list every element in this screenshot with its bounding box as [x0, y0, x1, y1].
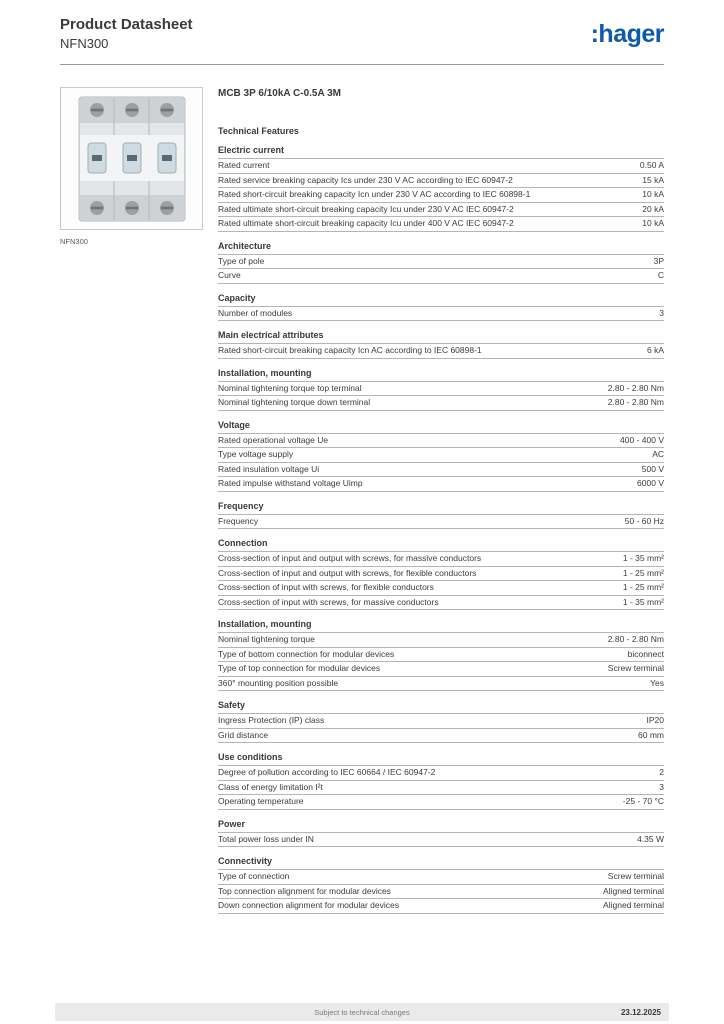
spec-row: [218, 677, 664, 692]
section-heading: Frequency: [218, 500, 264, 511]
spec-label: Cross-section of input with screws, for massive conductors: [218, 597, 439, 607]
spec-label: Rated insulation voltage Ui: [218, 464, 320, 474]
spec-label: Rated service breaking capacity Ics under 230 V AC according to IEC 60947-2: [218, 175, 513, 185]
spec-row: [218, 648, 664, 663]
spec-value: Yes: [650, 677, 664, 688]
spec-value: Screw terminal: [607, 871, 664, 881]
content-area: [0, 65, 724, 914]
spec-value: 400 - 400 V: [620, 434, 664, 445]
mcb-illustration: [73, 95, 191, 223]
spec-table: [218, 306, 664, 322]
spec-label: Rated current: [218, 161, 270, 170]
spec-row: [218, 567, 664, 582]
spec-row: [218, 203, 664, 218]
spec-value: 1 - 35 mm²: [622, 553, 664, 563]
spec-label: Rated ultimate short-circuit breaking capacity Icu under 400 V AC IEC 60947-2: [218, 219, 514, 228]
spec-label: Type of top connection for modular devices: [218, 664, 381, 673]
spec-row: [218, 159, 664, 174]
spec-row: [218, 434, 664, 449]
spec-label: Rated impulse withstand voltage Uimp: [218, 479, 363, 488]
spec-value: Aligned terminal: [603, 885, 664, 896]
spec-row: [218, 633, 664, 648]
spec-section: [218, 501, 664, 530]
spec-section: [218, 819, 664, 848]
section-heading: Voltage: [218, 419, 250, 430]
spec-label: Type of connection: [218, 872, 290, 881]
spec-label: Nominal tightening torque: [218, 635, 315, 644]
spec-row: [218, 795, 664, 810]
spec-row: [218, 729, 664, 744]
spec-table: [218, 158, 664, 232]
spec-table: [218, 632, 664, 691]
spec-column: [218, 87, 664, 914]
spec-row: [218, 515, 664, 530]
spec-label: Type of bottom connection for modular devices: [218, 649, 395, 659]
spec-label: Frequency: [218, 516, 259, 526]
spec-table: [218, 765, 664, 810]
spec-label: Degree of pollution according to IEC 60664 / IEC 60947-2: [218, 768, 436, 777]
spec-table: [218, 433, 664, 492]
spec-value: 20 kA: [642, 203, 664, 214]
spec-label: Rated operational voltage Ue: [218, 435, 329, 445]
spec-value: Screw terminal: [607, 663, 664, 673]
footer-note: Subject to technical changes: [314, 1007, 410, 1017]
spec-value: 2.80 - 2.80 Nm: [607, 397, 664, 407]
spec-value: 3: [659, 307, 664, 318]
spec-section: [218, 330, 664, 359]
spec-value: 2.80 - 2.80 Nm: [607, 382, 664, 393]
page-footer: [55, 1003, 669, 1021]
spec-value: 6 kA: [646, 345, 664, 355]
spec-label: Nominal tightening torque down terminal: [218, 398, 371, 407]
section-heading: Electric current: [218, 145, 285, 155]
spec-table: [218, 713, 664, 743]
spec-value: 1 - 25 mm²: [622, 567, 664, 578]
product-title: MCB 3P 6/10kA C-0.5A 3M: [218, 88, 342, 99]
spec-row: [218, 662, 664, 677]
spec-label: Type of pole: [218, 256, 265, 266]
section-heading: Architecture: [218, 240, 272, 251]
spec-section: [218, 145, 664, 232]
spec-table: [218, 514, 664, 530]
spec-value: 4.35 W: [637, 833, 664, 844]
spec-label: 360° mounting position possible: [218, 678, 339, 688]
spec-label: Type voltage supply: [218, 450, 294, 459]
spec-label: Number of modules: [218, 308, 293, 318]
spec-value: 2.80 - 2.80 Nm: [607, 634, 664, 644]
spec-value: biconnect: [627, 648, 664, 659]
spec-row: [218, 766, 664, 781]
spec-label: Rated ultimate short-circuit breaking capacity Icu under 230 V AC IEC 60947-2: [218, 204, 514, 214]
spec-label: Nominal tightening torque top terminal: [218, 383, 362, 393]
product-reference: NFN300: [60, 36, 109, 51]
footer-date: 23.12.2025: [620, 1007, 661, 1017]
spec-label: Curve: [218, 271, 241, 280]
spec-row: [218, 714, 664, 729]
spec-row: [218, 382, 664, 397]
spec-label: Class of energy limitation I²t: [218, 782, 323, 792]
spec-label: Top connection alignment for modular devices: [218, 886, 391, 896]
spec-section: [218, 538, 664, 610]
spec-value: Aligned terminal: [603, 900, 664, 910]
section-heading: Safety: [218, 700, 246, 710]
spec-value: 3P: [653, 255, 664, 266]
spec-value: 60 mm: [638, 729, 664, 740]
spec-value: 10 kA: [642, 189, 664, 199]
section-heading: Use conditions: [218, 752, 283, 762]
spec-row: [218, 833, 664, 848]
spec-section: [218, 700, 664, 743]
spec-row: [218, 217, 664, 232]
spec-row: [218, 581, 664, 596]
page-title: Product Datasheet: [60, 16, 193, 33]
product-image: [60, 87, 203, 230]
spec-label: Operating temperature: [218, 797, 304, 806]
spec-row: [218, 596, 664, 611]
spec-row: [218, 899, 664, 914]
spec-value: 3: [659, 781, 664, 792]
spec-table: [218, 869, 664, 914]
spec-label: Total power loss under IN: [218, 834, 314, 844]
spec-label: Cross-section of input and output with screws, for massive conductors: [218, 554, 482, 563]
spec-value: 6000 V: [637, 478, 664, 488]
spec-row: [218, 344, 664, 359]
header-titles: [60, 16, 193, 52]
spec-label: Grid distance: [218, 730, 269, 740]
section-heading: Installation, mounting: [218, 367, 312, 378]
spec-section: [218, 368, 664, 411]
spec-row: [218, 174, 664, 189]
spec-table: [218, 254, 664, 284]
product-image-caption: NFN300: [60, 237, 88, 246]
spec-row: [218, 396, 664, 411]
spec-table: [218, 551, 664, 610]
spec-value: IP20: [646, 715, 664, 725]
spec-section: [218, 856, 664, 914]
product-image-column: [60, 87, 205, 914]
spec-value: 1 - 35 mm²: [622, 596, 664, 607]
spec-table: [218, 832, 664, 848]
spec-section: [218, 752, 664, 810]
technical-features-heading: Technical Features: [218, 126, 299, 136]
spec-label: Cross-section of input with screws, for flexible conductors: [218, 583, 434, 592]
spec-label: Cross-section of input and output with screws, for flexible conductors: [218, 568, 477, 578]
spec-label: Rated short-circuit breaking capacity Icn AC according to IEC 60898-1: [218, 346, 482, 355]
spec-value: -25 - 70 °C: [622, 796, 664, 806]
spec-table: [218, 343, 664, 359]
section-heading: Capacity: [218, 292, 256, 303]
spec-row: [218, 552, 664, 567]
spec-sections: [218, 145, 664, 914]
spec-section: [218, 241, 664, 284]
spec-row: [218, 781, 664, 796]
spec-row: [218, 870, 664, 885]
spec-row: [218, 448, 664, 463]
spec-value: C: [657, 270, 664, 280]
spec-section: [218, 619, 664, 691]
spec-value: 0.50 A: [639, 160, 664, 170]
spec-value: 1 - 25 mm²: [622, 582, 664, 592]
spec-row: [218, 463, 664, 478]
page-header: [0, 0, 724, 52]
spec-section: [218, 293, 664, 322]
spec-value: 10 kA: [642, 218, 664, 228]
hager-logo: :hager: [590, 20, 664, 48]
spec-value: 50 - 60 Hz: [624, 515, 664, 526]
spec-label: Down connection alignment for modular devices: [218, 901, 399, 910]
spec-row: [218, 885, 664, 900]
spec-row: [218, 255, 664, 270]
section-heading: Power: [218, 818, 246, 829]
spec-row: [218, 188, 664, 203]
spec-label: Ingress Protection (IP) class: [218, 716, 325, 725]
spec-section: [218, 420, 664, 492]
spec-value: 500 V: [641, 463, 664, 474]
spec-label: Rated short-circuit breaking capacity Icn under 230 V AC according to IEC 60898-1: [218, 190, 531, 199]
spec-value: 2: [659, 767, 664, 777]
section-heading: Connection: [218, 538, 268, 548]
spec-value: 15 kA: [642, 174, 664, 185]
spec-table: [218, 381, 664, 411]
spec-row: [218, 269, 664, 284]
section-heading: Installation, mounting: [218, 619, 312, 629]
spec-row: [218, 307, 664, 322]
spec-value: AC: [652, 449, 664, 459]
section-heading: Connectivity: [218, 856, 273, 866]
section-heading: Main electrical attributes: [218, 330, 324, 340]
spec-row: [218, 477, 664, 492]
